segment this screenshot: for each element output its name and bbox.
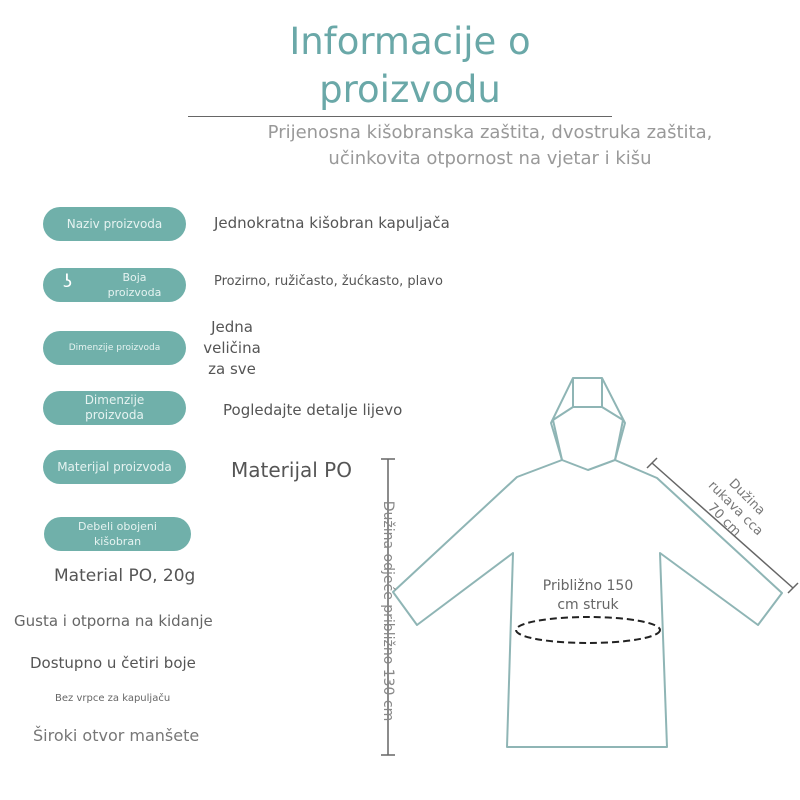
feature-four-colors: Dostupno u četiri boje — [30, 654, 196, 672]
spec-label-size: Dimenzije proizvoda — [43, 331, 186, 365]
waist-ellipse — [516, 617, 660, 643]
page-subtitle: Prijenosna kišobranska zaštita, dvostruka zaštita, učinkovita otpornost na vjetar i kišu — [267, 122, 713, 169]
spec-label-name: Naziv proizvoda — [43, 207, 186, 241]
spec-value-name: Jednokratna kišobran kapuljača — [214, 214, 450, 232]
page-title: Informacije o proizvodu — [289, 20, 531, 111]
raincoat-outline — [393, 378, 782, 747]
spec-value-color: Prozirno, ružičasto, žućkasto, plavo — [214, 274, 443, 289]
feature-tear-resistant: Gusta i otporna na kidanje — [14, 612, 213, 630]
length-label: Dužina odjeće približno 130 cm — [380, 500, 396, 722]
hood-seam — [573, 378, 602, 407]
sleeve-label: Dužina rukava cca 70 cm — [704, 476, 768, 540]
hood-face-outline — [553, 407, 623, 470]
umbrella-handle-icon: ʖ — [63, 271, 73, 292]
spec-value-size: Jedna veličina za sve — [203, 318, 261, 378]
waist-label: Približno 150 cm struk — [542, 578, 634, 613]
spec-label-material: Materijal proizvoda — [43, 450, 186, 484]
spec-value-dimensions: Pogledajte detalje lijevo — [223, 401, 403, 419]
spec-label-thick-umbrella-text: Debeli obojeni kišobran — [78, 520, 157, 548]
spec-label-color-text: Boja proizvoda — [107, 271, 162, 299]
spec-value-material: Materijal PO — [231, 458, 352, 482]
feature-wide-cuff: Široki otvor manšete — [33, 726, 200, 745]
spec-label-dimensions-text: Dimenzije proizvoda — [84, 393, 145, 422]
feature-material: Material PO, 20g — [54, 566, 196, 586]
feature-no-drawstring: Bez vrpce za kapuljaču — [55, 693, 171, 704]
